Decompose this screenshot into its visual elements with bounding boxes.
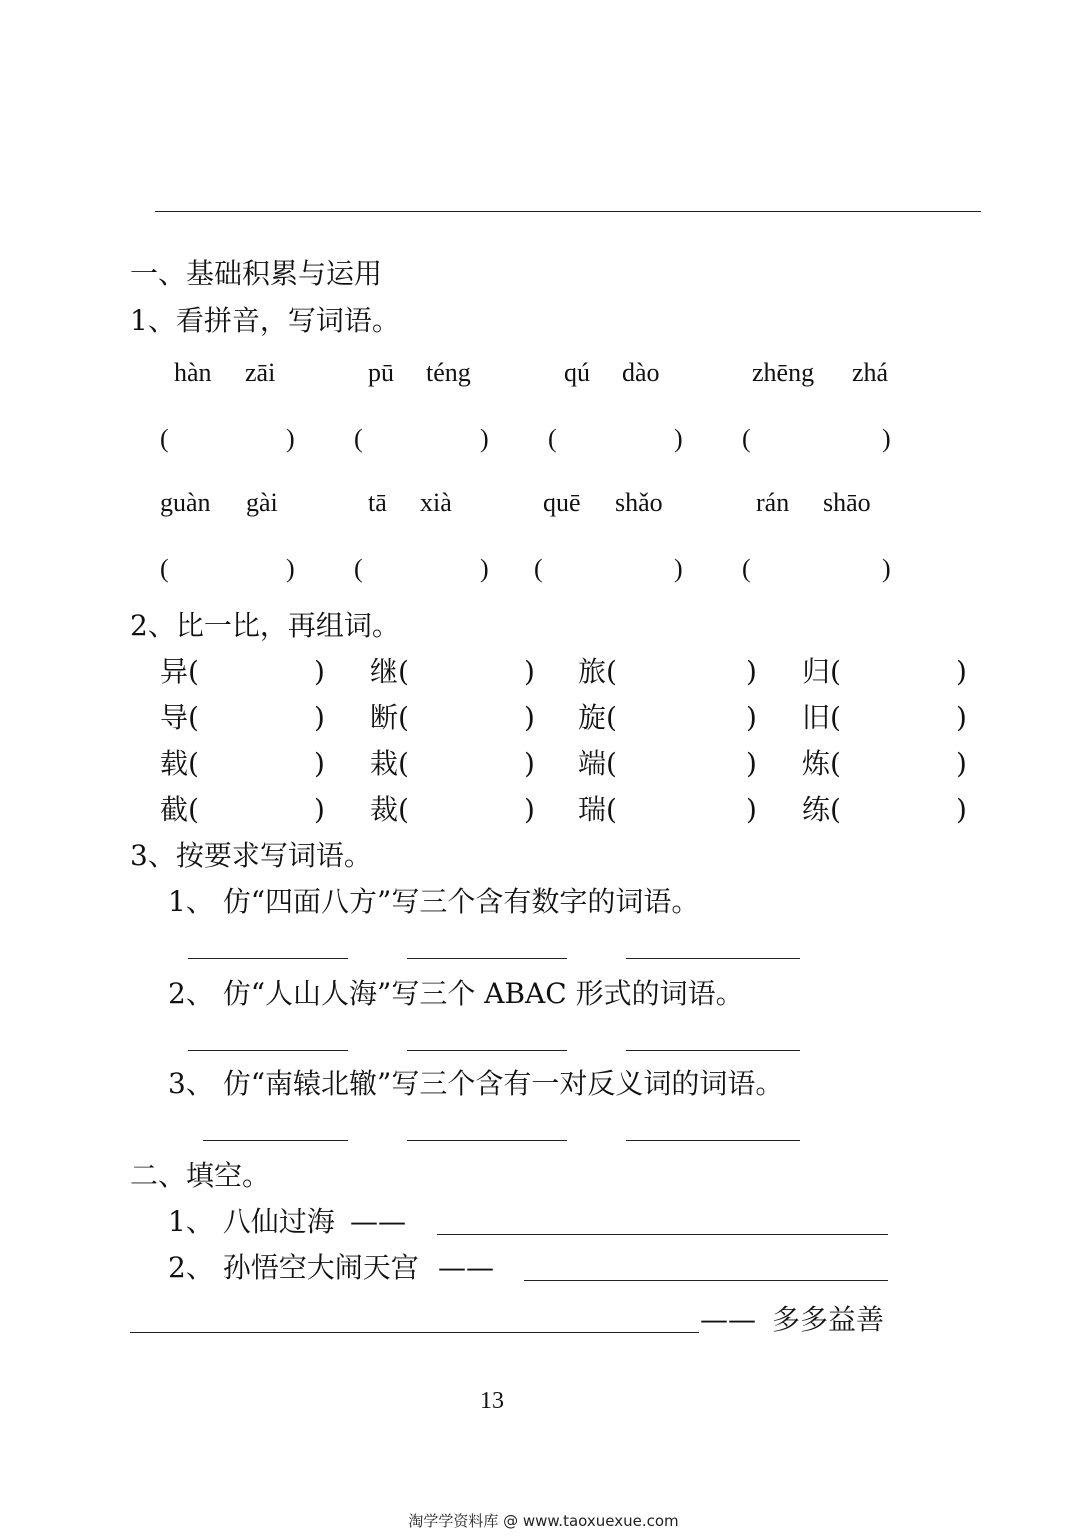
compare-char: 炼(	[802, 747, 841, 780]
pinyin: gài	[246, 488, 278, 517]
question-1-title: 1、看拼音，写词语。	[130, 304, 400, 337]
paren-close: )	[286, 424, 295, 453]
pinyin: téng	[426, 358, 471, 387]
compare-char: 旧(	[802, 701, 841, 734]
pinyin: shāo	[823, 488, 871, 517]
paren-close: )	[956, 655, 967, 688]
paren-close: )	[286, 554, 295, 583]
pinyin: rán	[756, 488, 790, 517]
pinyin: zhēng	[752, 358, 815, 387]
paren-open: (	[548, 424, 557, 453]
compare-char: 栽(	[370, 747, 409, 780]
pinyin: zhá	[852, 358, 889, 387]
answer-blank	[524, 1280, 888, 1281]
answer-blank	[626, 1140, 800, 1141]
compare-char: 旅(	[578, 655, 617, 688]
paren-close: )	[746, 747, 757, 780]
q3-item-1: 1、 仿“四面八方”写三个含有数字的词语。	[168, 885, 700, 918]
paren-open: (	[354, 424, 363, 453]
fill-dash: ——	[700, 1303, 756, 1336]
paren-close: )	[314, 655, 325, 688]
answer-blank	[130, 1332, 699, 1333]
answer-blank	[407, 1050, 567, 1051]
compare-char: 导(	[160, 701, 199, 734]
paren-close: )	[480, 554, 489, 583]
paren-close: )	[314, 747, 325, 780]
pinyin: quē	[543, 488, 581, 517]
paren-open: (	[354, 554, 363, 583]
idiom-text: 多多益善	[772, 1303, 885, 1336]
answer-blank	[626, 958, 800, 959]
compare-char: 瑞(	[578, 793, 617, 826]
answer-blank	[407, 1140, 567, 1141]
pinyin: hàn	[174, 358, 212, 387]
pinyin: pū	[368, 358, 394, 387]
compare-char: 端(	[578, 747, 617, 780]
q3-item-2: 2、 仿“人山人海”写三个 ABAC 形式的词语。	[168, 977, 744, 1010]
paren-close: )	[882, 554, 891, 583]
paren-close: )	[314, 701, 325, 734]
paren-close: )	[524, 793, 535, 826]
paren-close: )	[674, 424, 683, 453]
compare-char: 旋(	[578, 701, 617, 734]
fill-dash: ——	[350, 1205, 406, 1238]
pinyin: qú	[564, 358, 590, 387]
fill-item-2: 2、 孙悟空大闹天宫	[168, 1251, 419, 1284]
compare-char: 裁(	[370, 793, 409, 826]
answer-blank	[626, 1050, 800, 1051]
pinyin: dào	[622, 358, 660, 387]
paren-close: )	[956, 701, 967, 734]
pinyin: guàn	[160, 488, 211, 517]
compare-char: 异(	[160, 655, 199, 688]
paren-close: )	[746, 793, 757, 826]
section-title-1: 一、基础积累与运用	[130, 257, 383, 290]
page-number: 13	[480, 1388, 504, 1414]
footer-watermark: 淘学学资料库 @ www.taoxuexue.com	[408, 1512, 679, 1530]
paren-open: (	[534, 554, 543, 583]
pinyin: shǎo	[615, 488, 663, 517]
paren-close: )	[480, 424, 489, 453]
answer-blank	[188, 1050, 348, 1051]
answer-blank	[203, 1140, 348, 1141]
paren-close: )	[524, 655, 535, 688]
pinyin: xià	[420, 488, 452, 517]
compare-char: 练(	[802, 793, 841, 826]
paren-open: (	[742, 554, 751, 583]
paren-close: )	[956, 793, 967, 826]
compare-char: 截(	[160, 793, 199, 826]
paren-close: )	[674, 554, 683, 583]
pinyin: zāi	[245, 358, 276, 387]
paren-open: (	[160, 554, 169, 583]
answer-blank	[407, 958, 567, 959]
fill-item-1: 1、 八仙过海	[168, 1205, 335, 1238]
paren-close: )	[314, 793, 325, 826]
paren-close: )	[524, 747, 535, 780]
paren-open: (	[742, 424, 751, 453]
compare-char: 载(	[160, 747, 199, 780]
pinyin: tā	[368, 488, 387, 517]
question-2-title: 2、比一比，再组词。	[130, 609, 400, 642]
section-title-2: 二、填空。	[130, 1159, 271, 1192]
fill-dash: ——	[438, 1251, 494, 1284]
compare-char: 归(	[802, 655, 841, 688]
compare-char: 继(	[370, 655, 409, 688]
compare-char: 断(	[370, 701, 409, 734]
q3-item-3: 3、 仿“南辕北辙”写三个含有一对反义词的词语。	[168, 1067, 784, 1100]
paren-close: )	[746, 655, 757, 688]
question-3-title: 3、按要求写词语。	[130, 839, 372, 872]
paren-close: )	[956, 747, 967, 780]
answer-blank	[437, 1234, 888, 1235]
paren-close: )	[882, 424, 891, 453]
answer-blank	[188, 958, 348, 959]
paren-close: )	[746, 701, 757, 734]
paren-close: )	[524, 701, 535, 734]
header-rule	[155, 211, 981, 212]
paren-open: (	[160, 424, 169, 453]
